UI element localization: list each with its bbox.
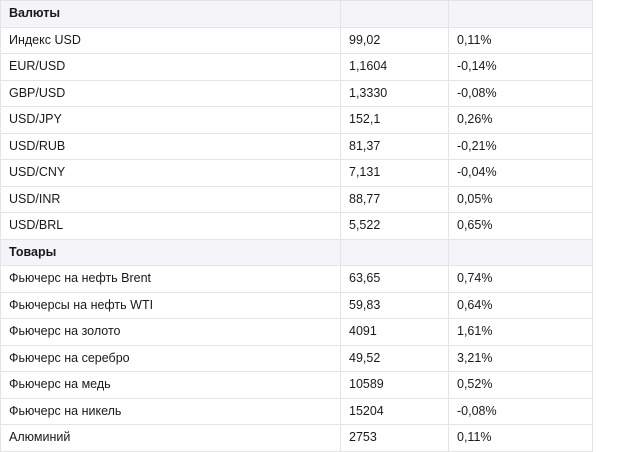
table-row [1, 54, 593, 81]
instrument-value: 4091 [341, 319, 449, 346]
instrument-change: 3,21% [449, 345, 593, 372]
instrument-name: Фьючерс на золото [1, 319, 341, 346]
instrument-value: 1,1604 [341, 54, 449, 81]
instrument-value: 88,77 [341, 186, 449, 213]
instrument-name: Алюминий [1, 425, 341, 452]
table-row [1, 80, 593, 107]
instrument-name: EUR/USD [1, 54, 341, 81]
instrument-change: -0,08% [449, 398, 593, 425]
instrument-change: 1,61% [449, 319, 593, 346]
instrument-value: 63,65 [341, 266, 449, 293]
instrument-name: USD/BRL [1, 213, 341, 240]
table-section-row [1, 239, 593, 266]
table-row [1, 27, 593, 54]
table-row [1, 345, 593, 372]
instrument-value: 152,1 [341, 107, 449, 134]
instrument-value: 2753 [341, 425, 449, 452]
instrument-change: -0,21% [449, 133, 593, 160]
instrument-value: 1,3330 [341, 80, 449, 107]
instrument-name: Фьючерс на серебро [1, 345, 341, 372]
table-row [1, 319, 593, 346]
instrument-change: 0,11% [449, 425, 593, 452]
instrument-name: Фьючерсы на нефть WTI [1, 292, 341, 319]
instrument-change [449, 239, 593, 266]
instrument-name: USD/JPY [1, 107, 341, 134]
instrument-name: Индекс USD [1, 27, 341, 54]
table-row [1, 160, 593, 187]
instrument-change: 0,11% [449, 27, 593, 54]
instrument-value: 5,522 [341, 213, 449, 240]
instrument-change: 0,05% [449, 186, 593, 213]
instrument-value: 10589 [341, 372, 449, 399]
instrument-name: USD/RUB [1, 133, 341, 160]
table-row [1, 372, 593, 399]
instrument-value: 7,131 [341, 160, 449, 187]
quotes-table-body [1, 1, 593, 452]
table-row [1, 133, 593, 160]
instrument-change: 0,64% [449, 292, 593, 319]
instrument-change: 0,74% [449, 266, 593, 293]
instrument-change: 0,65% [449, 213, 593, 240]
instrument-value: 49,52 [341, 345, 449, 372]
instrument-change: -0,08% [449, 80, 593, 107]
section-label: Товары [1, 239, 341, 266]
instrument-value: 59,83 [341, 292, 449, 319]
instrument-value: 81,37 [341, 133, 449, 160]
table-row [1, 186, 593, 213]
instrument-name: Фьючерс на медь [1, 372, 341, 399]
section-label: Валюты [1, 1, 341, 28]
table-row [1, 213, 593, 240]
instrument-name: USD/CNY [1, 160, 341, 187]
instrument-name: Фьючерс на никель [1, 398, 341, 425]
table-row [1, 398, 593, 425]
instrument-value [341, 239, 449, 266]
instrument-value: 99,02 [341, 27, 449, 54]
table-row [1, 425, 593, 452]
instrument-change [449, 1, 593, 28]
instrument-value: 15204 [341, 398, 449, 425]
instrument-change: -0,04% [449, 160, 593, 187]
instrument-change: 0,52% [449, 372, 593, 399]
table-section-row [1, 1, 593, 28]
instrument-name: USD/INR [1, 186, 341, 213]
instrument-value [341, 1, 449, 28]
table-row [1, 107, 593, 134]
instrument-change: -0,14% [449, 54, 593, 81]
instrument-name: GBP/USD [1, 80, 341, 107]
instrument-change: 0,26% [449, 107, 593, 134]
table-row [1, 266, 593, 293]
table-row [1, 292, 593, 319]
instrument-name: Фьючерс на нефть Brent [1, 266, 341, 293]
